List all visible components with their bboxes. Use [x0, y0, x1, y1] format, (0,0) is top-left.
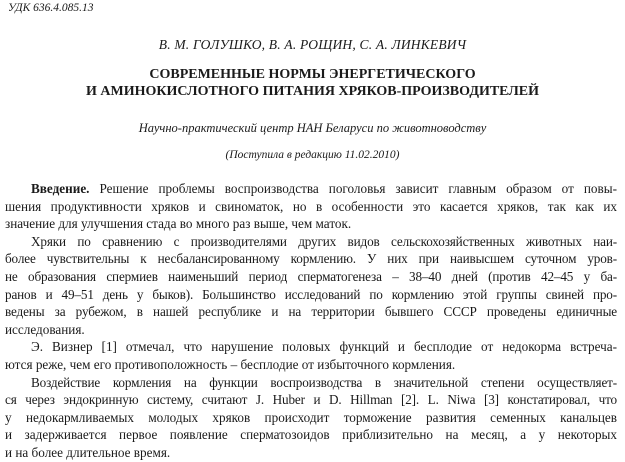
article-title: [0, 66, 625, 100]
body-line: значение для улучшения стада во много раз выше, чем маток.: [5, 216, 352, 232]
body-line: у недокармливаемых молодых хряков происходит торможение развития семенных канальцев: [5, 409, 617, 425]
received-date: (Поступила в редакцию 11.02.2010): [225, 149, 400, 161]
body-line: ранов и 49–51 день у быков). Большинство исследований по кормлению этой группы свиней про-: [5, 286, 617, 302]
body-line: шения продуктивности хряков и свиноматок, но в особенности это касается хряков, так как их: [5, 198, 617, 214]
udc-code: УДК 636.4.085.13: [8, 2, 94, 14]
body-line: Э. Визнер [1] отмечал, что нарушение половых функций и бесплодие от недокорма встреча-: [31, 339, 617, 355]
body-line: Воздействие кормления на функции воспроизводства в значительной степени осуществляет-: [31, 374, 617, 390]
body-line: [5, 180, 617, 198]
body-line: ся через эндокринную систему, считают J. Huber и D. Hillman [2]. L. Niwa [3] констатировал, что: [5, 392, 617, 408]
article-body: [5, 180, 617, 462]
body-line: более чувствительны к несбалансированному кормлению. У них при наивысшем суточном уров-: [5, 251, 617, 267]
article-authors: В. М. ГОЛУШКО, В. А. РОЩИН, С. А. ЛИНКЕВИЧ: [158, 37, 467, 52]
title-line-1: СОВРЕМЕННЫЕ НОРМЫ ЭНЕРГЕТИЧЕСКОГО: [149, 67, 476, 82]
author-affiliation: Научно-практический центр НАН Беларуси по животноводству: [138, 121, 487, 135]
body-line: Хряки по сравнению с производителями других видов сельскохозяйственных животных наи-: [31, 233, 617, 249]
body-line: не образования спермиев наименьший период сперматогенеза – 38–40 дней (против 42–45 у ба-: [5, 268, 617, 284]
body-line: и задерживается первое появление сперматозоидов приблизительно на месяц, а у некоторых: [5, 427, 617, 443]
body-line: исследования.: [5, 321, 85, 337]
body-line: ются реже, чем его противоположность – бесплодие от избыточного кормления.: [5, 356, 456, 372]
title-line-2: И АМИНОКИСЛОТНОГО ПИТАНИЯ ХРЯКОВ-ПРОИЗВОДИТЕЛЕЙ: [86, 84, 539, 99]
body-line: и на более длительное время.: [5, 444, 171, 460]
body-text: Решение проблемы воспроизводства поголовья зависит главным образом от повы-: [89, 181, 617, 196]
introduction-heading: Введение.: [31, 181, 90, 196]
body-line: ведены за рубежом, в нашей республике и на территории бывшего СССР проведены единичные: [5, 304, 617, 320]
